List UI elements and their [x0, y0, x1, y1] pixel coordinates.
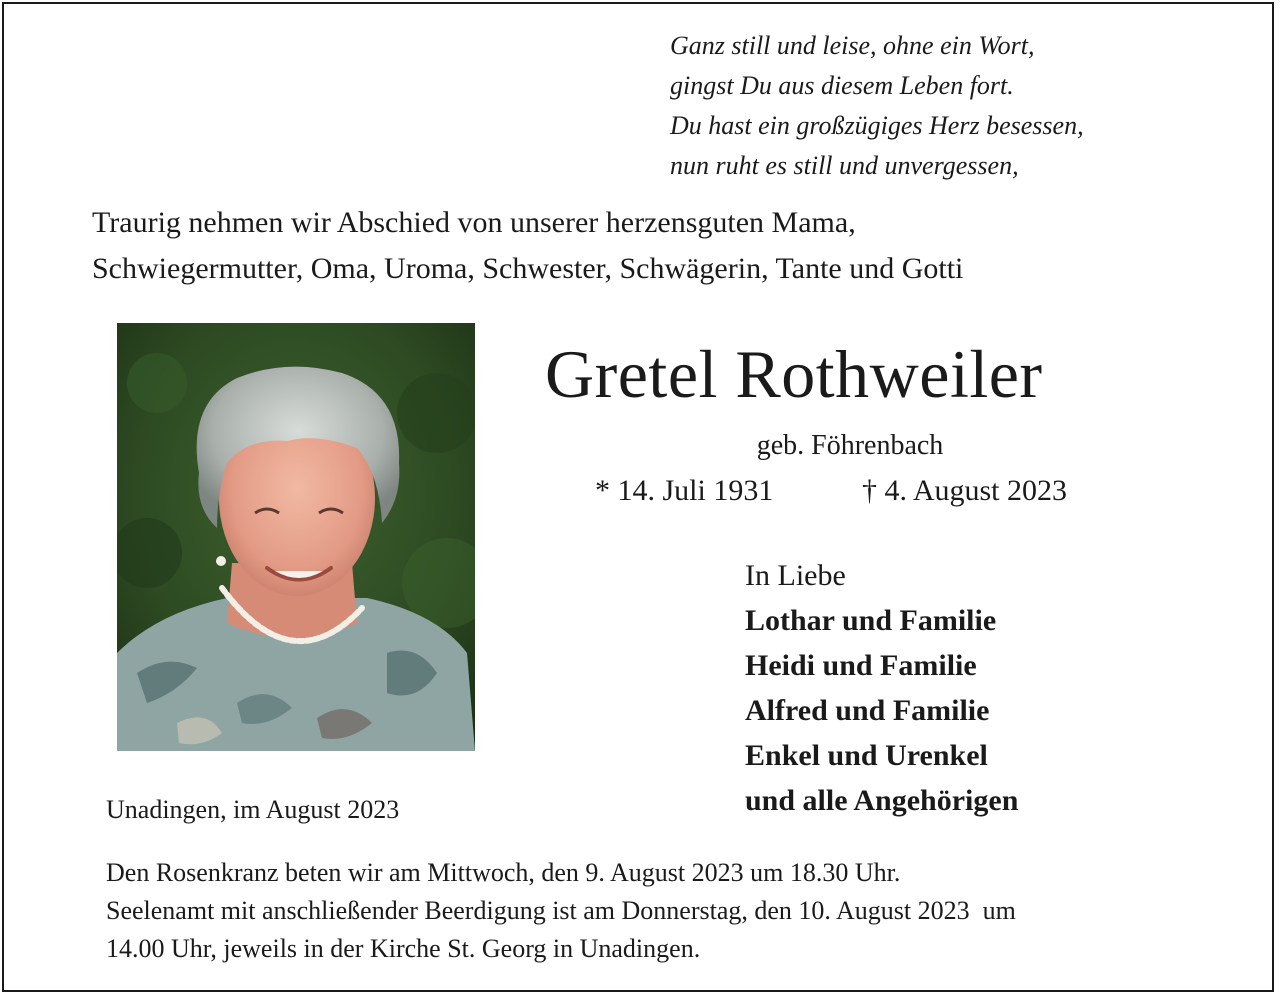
poem-line: Du hast ein großzügiges Herz besessen, — [670, 111, 1084, 140]
notice-line: Seelenamt mit anschließender Beerdigung ist am Donnerstag, den 10. August 2023 um — [106, 896, 1016, 925]
service-notice — [106, 854, 1016, 968]
mourners-greeting: In Liebe — [745, 559, 846, 592]
deceased-name: Gretel Rothweiler — [545, 336, 1043, 412]
place-and-date: Unadingen, im August 2023 — [106, 795, 400, 824]
notice-line: 14.00 Uhr, jeweils in der Kirche St. Georg in Unadingen. — [106, 934, 701, 963]
mourner-entry: Enkel und Urenkel — [745, 739, 988, 772]
mourner-entry: Heidi und Familie — [745, 649, 977, 682]
notice-line: Den Rosenkranz beten wir am Mittwoch, den 9. August 2023 um 18.30 Uhr. — [106, 858, 901, 887]
maiden-name: geb. Föhrenbach — [756, 430, 944, 461]
memorial-poem — [670, 26, 1084, 186]
poem-line: nun ruht es still und unvergessen, — [670, 151, 1019, 180]
mourner-entry: Alfred und Familie — [745, 694, 990, 727]
birth-date: * 14. Juli 1931 — [595, 474, 774, 507]
poem-line: Ganz still und leise, ohne ein Wort, — [670, 31, 1035, 60]
intro-line: Schwiegermutter, Oma, Uroma, Schwester, Schwägerin, Tante und Gotti — [92, 252, 964, 285]
farewell-intro — [92, 200, 963, 292]
mourner-entry: Lothar und Familie — [745, 604, 997, 637]
portrait-photo — [117, 323, 475, 751]
intro-line: Traurig nehmen wir Abschied von unserer herzensguten Mama, — [92, 206, 856, 239]
death-date: † 4. August 2023 — [862, 474, 1068, 507]
poem-line: gingst Du aus diesem Leben fort. — [670, 71, 1014, 100]
mourner-entry: und alle Angehörigen — [745, 784, 1019, 817]
mourners-list — [745, 553, 1018, 823]
